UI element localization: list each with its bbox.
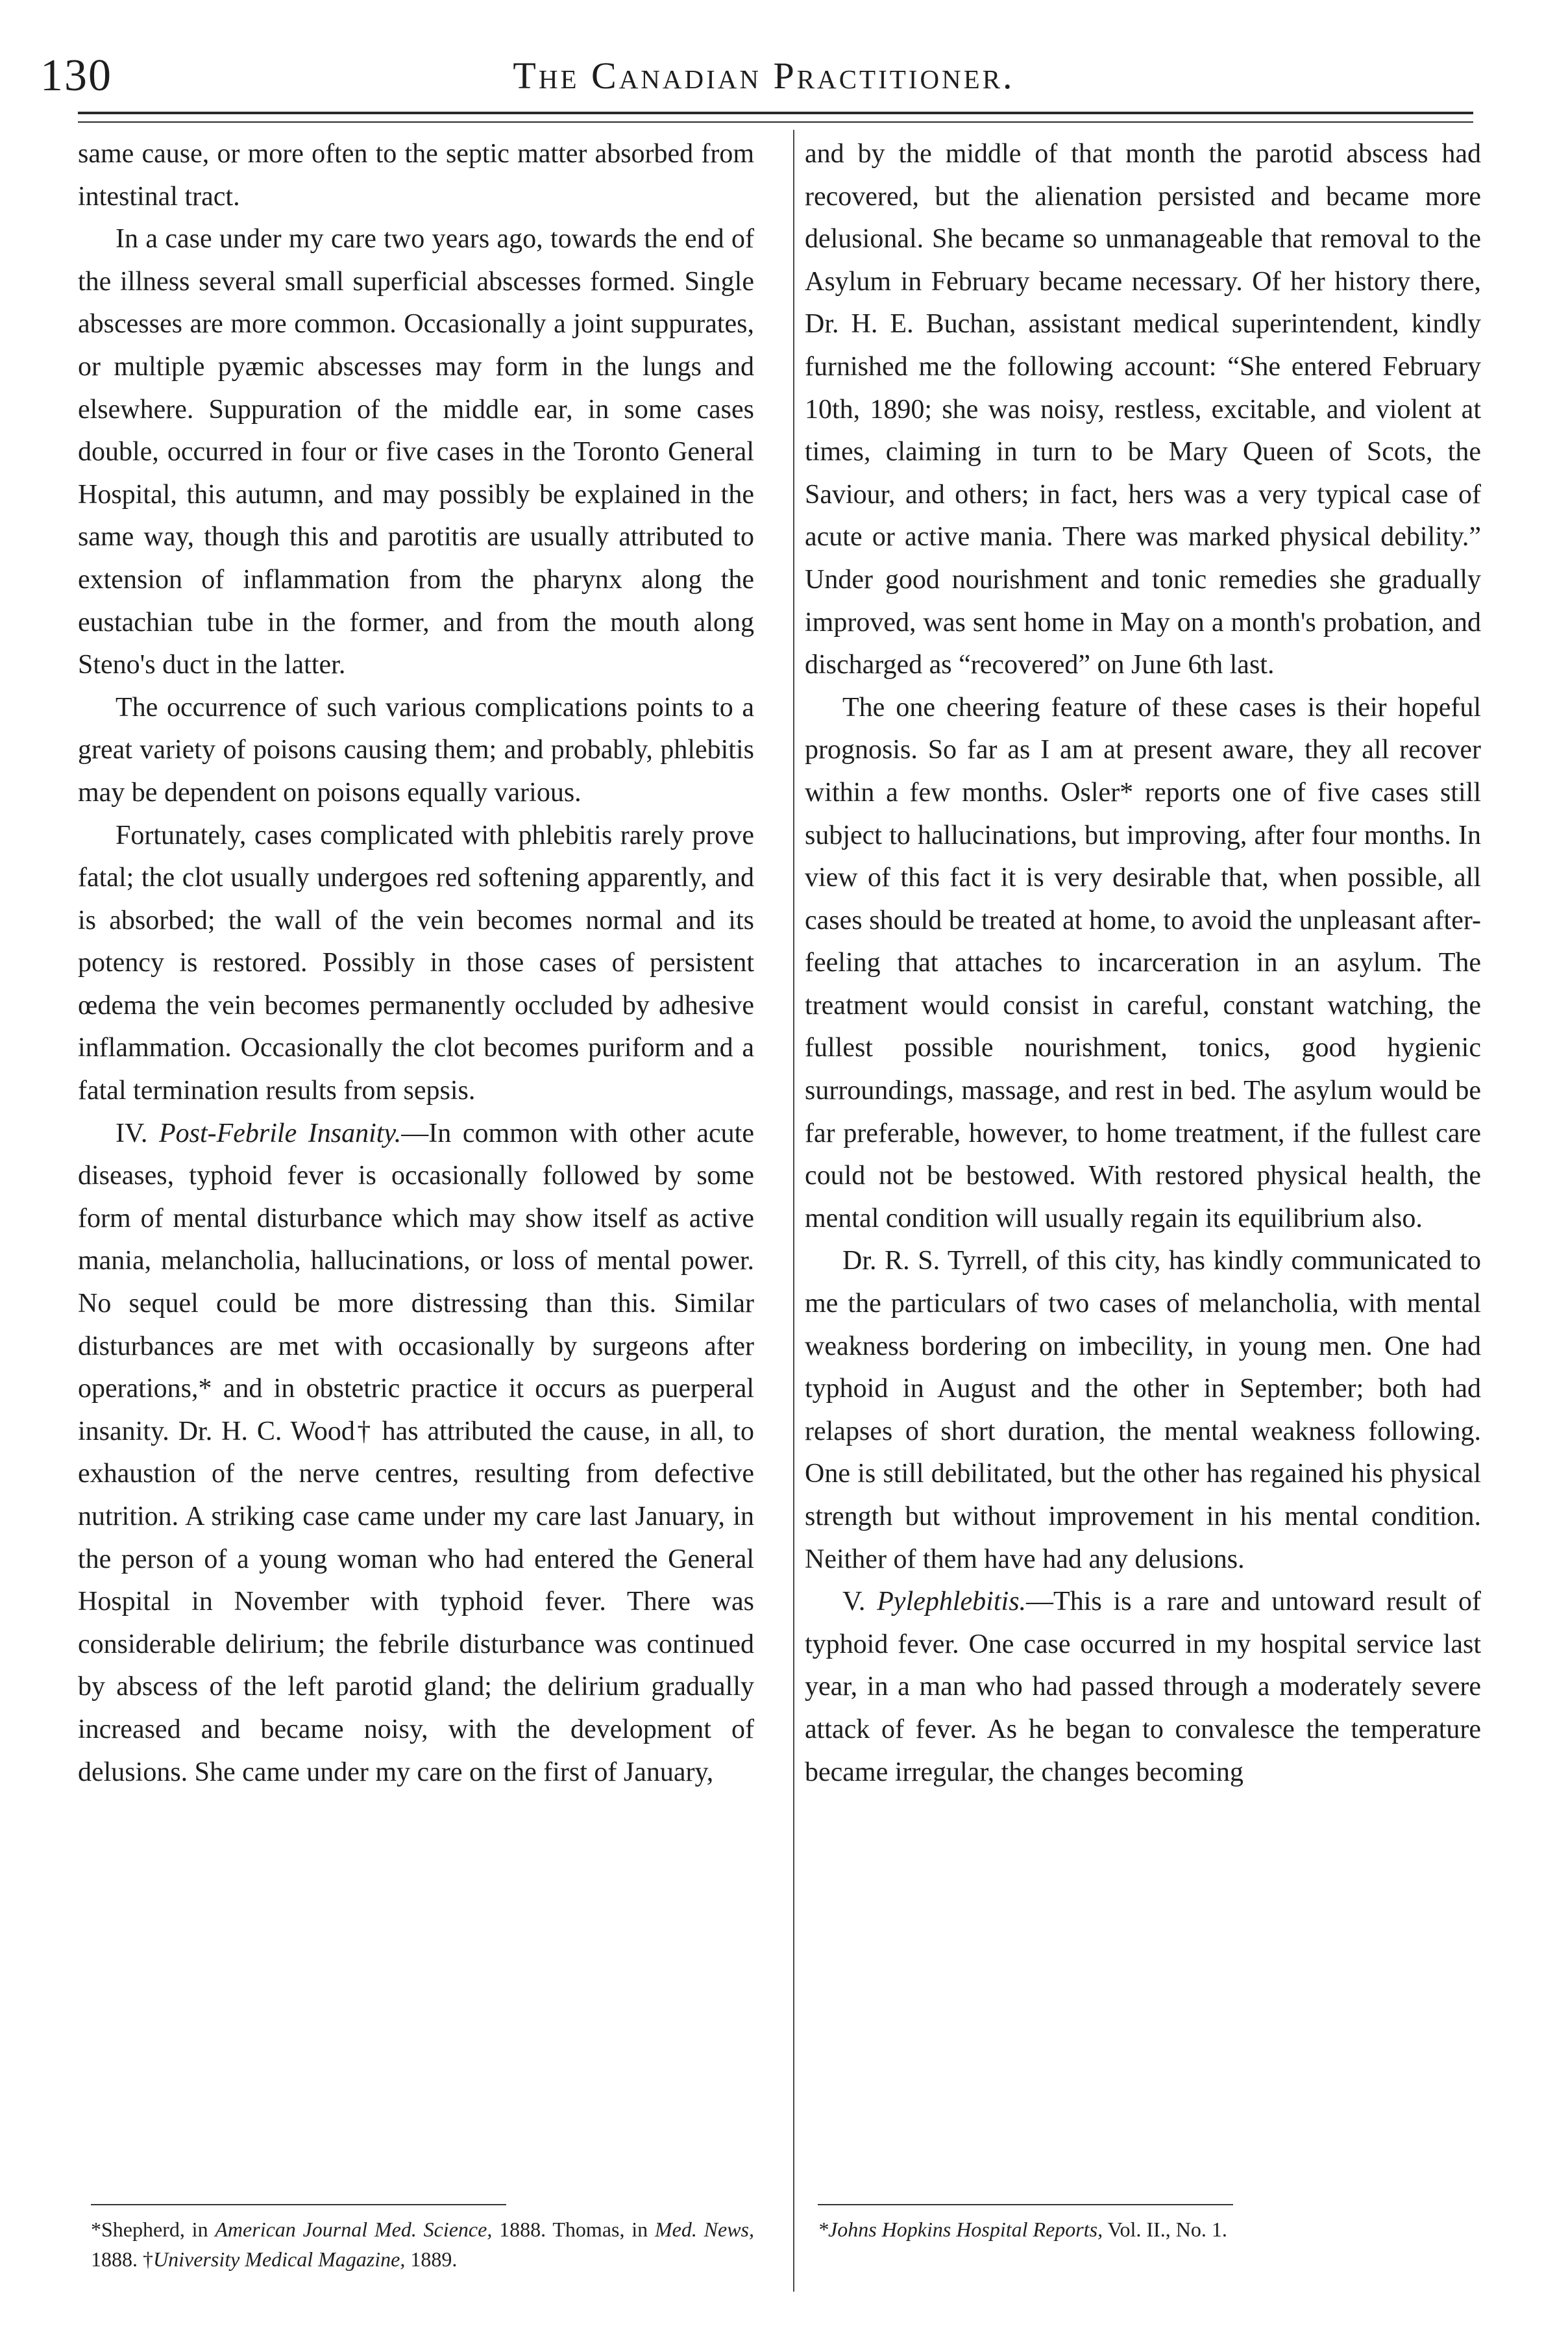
body-paragraph: Dr. R. S. Tyrrell, of this city, has kindly communicated to me the particulars of two cases of melancholia, with mental weakness bordering on imbecility, in young men. One had typhoid in August and the other in September; both had relapses of short duration, the mental weakness following. One is still debilitated, but the other has regained his physical strength but without improvement in his mental condition. Neither of them have had any delusions. — [805, 1246, 1481, 1574]
header-rule-thin — [78, 121, 1473, 123]
page-number: 130 — [40, 51, 112, 101]
left-column-body — [78, 133, 754, 2185]
body-paragraph: same cause, or more often to the septic matter absorbed from intestinal tract. — [78, 139, 754, 212]
section-text: —In common with other acute diseases, typhoid fever is occasionally followed by some form of mental disturbance which may show itself as active mania, melancholia, hallucinations, or loss of mental power. No sequel could be more distressing than this. Similar disturbances are met with occasionally by surgeons after operations,* and in obstetric practice it occurs as puerperal insanity. Dr. H. C. Wood† has attributed the cause, in all, to exhaustion of the nerve centres, resulting from defective nutrition. A striking case came under my care last January, in the person of a young woman who had entered the General Hospital in November with typhoid fever. There was considerable delirium; the febrile disturbance was continued by abscess of the left parotid gland; the delirium gradually increased and became noisy, with the development of delusions. She came under my care on the first of January, — [78, 1118, 754, 1787]
footnote-text: 1889. — [405, 2248, 458, 2271]
right-column-body — [805, 133, 1481, 2185]
column-divider — [793, 130, 794, 2292]
footnote-text: 1888. Thomas, in — [492, 2218, 655, 2241]
footnotes — [78, 2214, 754, 2274]
journal-title: The Canadian Practitioner. — [513, 55, 1015, 97]
section-iv-paragraph — [78, 1113, 754, 1794]
body-paragraph: In a case under my care two years ago, towards the end of the illness several small superficial abscesses formed. Single abscesses are more common. Occasionally a joint suppurates, or multiple pyæmic abscesses may form in the lungs and elsewhere. Suppuration of the middle ear, in some cases double, occurred in four or five cases in the Toronto General Hospital, this autumn, and may possibly be explained in the same way, though this and parotitis are usually attributed to extension of inflammation from the pharynx along the eustachian tube in the former, and from the mouth along Steno's duct in the latter. — [78, 224, 754, 680]
footnotes — [805, 2214, 1481, 2244]
footnote — [91, 2214, 754, 2274]
journal-citation: *Johns Hopkins Hospital Reports, — [818, 2218, 1103, 2241]
footnote-text: 1888. — [91, 2248, 143, 2271]
body-paragraph: and by the middle of that month the parotid abscess had recovered, but the alienation persisted and became more delusional. She became so unmanageable that removal to the Asylum in February became necessary. Of her history there, Dr. H. E. Buchan, assistant medical superintendent, kindly furnished me the following account: “She entered February 10th, 1890; she was noisy, restless, excitable, and violent at times, claiming in turn to be Mary Queen of Scots, the Saviour, and others; in fact, hers was a very typical case of acute or active mania. There was marked physical debility.” Under good nourishment and tonic remedies she gradually improved, was sent home in May on a month's probation, and discharged as “recovered” on June 6th last. — [805, 139, 1481, 680]
section-text: —This is a rare and untoward result of typhoid fever. One case occurred in my hospital service last year, in a man who had passed through a moderately severe attack of fever. As he began to convalesce the temperature became irregular, the changes becoming — [805, 1587, 1481, 1787]
body-paragraph: Fortunately, cases complicated with phlebitis rarely prove fatal; the clot usually undergoes red softening apparently, and is absorbed; the wall of the vein becomes normal and its potency is restored. Possibly in those cases of persistent œdema the vein becomes permanently occluded by adhesive inflammation. Occasionally the clot becomes puriform and a fatal termination results from sepsis. — [78, 820, 754, 1106]
section-heading: Post-Febrile Insanity. — [158, 1118, 402, 1148]
footnote-text: *Shepherd, in — [91, 2218, 215, 2241]
section-numeral: IV. — [116, 1118, 148, 1148]
section-numeral: V. — [842, 1587, 866, 1617]
footnote — [818, 2214, 1481, 2244]
journal-citation: Med. News, — [654, 2218, 754, 2241]
footnote-rule — [91, 2204, 506, 2205]
body-paragraph: The occurrence of such various complications points to a great variety of poisons causing them; and probably, phlebitis may be dependent on poisons equally various. — [78, 692, 754, 808]
section-heading: Pylephlebitis. — [877, 1587, 1027, 1617]
running-head — [40, 40, 1488, 112]
journal-citation: American Journal Med. Science, — [215, 2218, 493, 2241]
header-rule-thick — [78, 112, 1473, 114]
journal-citation: University Medical Magazine, — [153, 2248, 406, 2271]
dagger-mark: † — [143, 2248, 153, 2271]
right-column — [805, 133, 1481, 2244]
body-paragraph: The one cheering feature of these cases is their hopeful prognosis. So far as I am at present aware, they all recover within a few months. Osler* reports one of five cases still subject to hallucinations, but improving, after four months. In view of this fact it is very desirable that, when possible, all cases should be treated at home, to avoid the unpleasant after-feeling that attaches to incarceration in an asylum. The treatment would consist in careful, constant watching, the fullest possible nourishment, tonics, good hygienic surroundings, massage, and rest in bed. The asylum would be far preferable, however, to home treatment, if the fullest care could not be bestowed. With restored physical health, the mental condition will usually regain its equilibrium also. — [805, 692, 1481, 1233]
section-v-paragraph — [805, 1581, 1481, 1794]
left-column — [78, 133, 754, 2274]
footnote-text: Vol. II., No. 1. — [1103, 2218, 1227, 2241]
footnote-rule — [818, 2204, 1233, 2205]
